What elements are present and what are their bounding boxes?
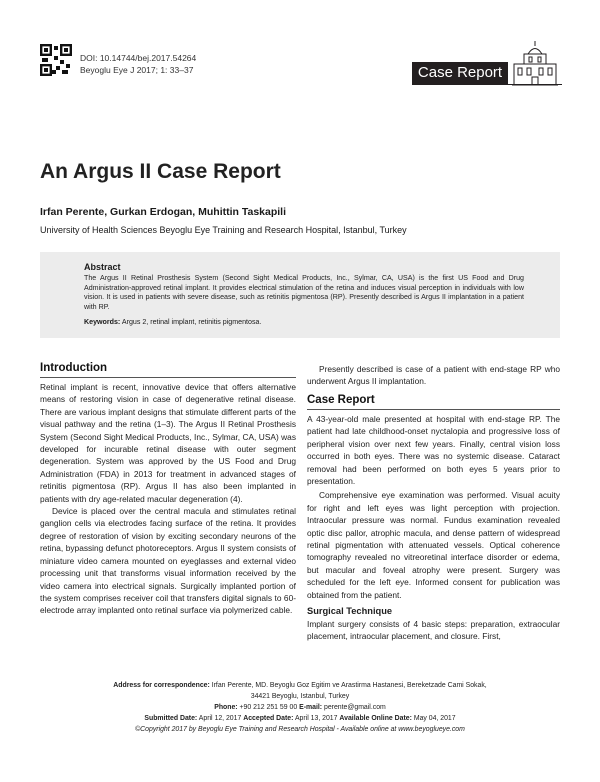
keywords-label: Keywords: [84,318,121,326]
introduction-heading: Introduction [40,362,108,374]
article-type-badge: Case Report [412,62,508,84]
email-label: E-mail: [299,704,323,711]
section-rule [307,409,560,410]
online-label: Available Online Date: [339,715,412,722]
address-line-1: Irfan Perente, MD. Beyoglu Goz Egitim ve Arastirma Hastanesi, Bereketzade Cami Sokak, [211,682,487,689]
keywords-values: Argus 2, retinal implant, retinitis pigmentosa. [121,318,262,326]
copyright: ©Copyright 2017 by Beyoglu Eye Training and Research Hospital - Available online at www.beyoglueye.com [135,726,465,733]
header-rule [412,84,562,85]
introduction-body [40,381,296,617]
article-meta [80,52,196,76]
paragraph: Retinal implant is recent, innovative device that offers alternative means of restoring vision in case of degenerative retinal disease. There are various implant designs that stimulate different parts of the visual pathway and the retina (1–3). The Argus II Retinal Prosthesis System (Second Sight Medical Products, Inc., Sylmar, CA, USA) was developed for incurable retinal disease with outer segment degeneration. System was approved by the US Food and Drug Administration (FDA) in 2013 for treatment in advanced stages of retinitis pigmentosa (RP). Argus II has also been implanted in patients with dry age-related macular degeneration (4). [40,382,296,504]
phone-label: Phone: [214,704,238,711]
journal-citation: Beyoglu Eye J 2017; 1: 33–37 [80,65,194,75]
submitted-label: Submitted Date: [144,715,198,722]
qr-code-icon [40,44,72,76]
paragraph: Presently described is case of a patient with end-stage RP who underwent Argus II implantation. [307,364,560,387]
accepted-label: Accepted Date: [243,715,294,722]
paragraph: Device is placed over the central macula and stimulates retinal ganglion cells via electrodes facing surface of the retina. It provides degree of restoration of vision by exciting secondary neurons of the retina, bypassing defunct photoreceptors. Argus II system consists of miniature video camera mounted on eyeglasses and external video processing unit that transforms visual information received by the video camera into electrical signals. Surgically implanted portion of the system comprises receiver coil that transfers digital signals to 60-electrode array implanted onto retinal surface via polymerized cable. [40,506,296,616]
accepted-date: April 13, 2017 [294,715,338,722]
address-label: Address for correspondence: [113,682,210,689]
author-list: Irfan Perente, Gurkan Erdogan, Muhittin Taskapili [40,206,287,218]
case-report-heading: Case Report [307,394,375,406]
correspondence-footer [40,680,560,735]
paragraph: A 43-year-old male presented at hospital with end-stage RP. The patient had late childhood-onset nyctalopia and progressive loss of peripheral vision over next few years. Finally, central vision loss occurred in both eyes. There was no systemic disease. Cataract removal had been performed on both eyes 5 years prior to presentation. [307,414,560,487]
section-rule [40,377,296,378]
online-date: May 04, 2017 [413,715,456,722]
paragraph: Comprehensive eye examination was performed. Visual acuity for right and left eyes was light perception with projection. Intraocular pressure was normal. Fundus examination revealed optic disc pallor, atrophic macula, and dense pattern of widespread retinal pigmentation with attenuated vessels. Optical coherence tomography revealed no vitreoretinal interface disorder or edema, but macular and foveal atrophy were present. Surgery was scheduled for the left eye. Informed consent for publication was obtained from the patient. [307,490,560,600]
introduction-body-continued [307,363,560,388]
paragraph: Implant surgery consists of 4 basic steps: preparation, extraocular placement, intraocular placement, and closure. First, [307,618,560,641]
doi[interactable]: DOI: 10.14744/bej.2017.54264 [80,53,197,63]
abstract-text: The Argus II Retinal Prosthesis System (Second Sight Medical Products, Inc., Sylmar, CA, USA) is the first US Food and Drug Administration-approved retinal implant. It provides electrical stimulation of the retina and induces visual perception in individuals with low vision. It is used in patients with severe disease, such as retinitis pigmentosa (RP). Presently described is Argus II implantation in a patient with RP. [84,274,524,311]
address-line-2: 34421 Beyoglu, Istanbul, Turkey [250,693,350,700]
hospital-building-logo-icon [510,40,560,86]
abstract-heading: Abstract [84,262,121,272]
case-report-body [307,413,560,642]
surgical-technique-heading: Surgical Technique [307,606,393,617]
phone-number: +90 212 251 59 00 [239,704,298,711]
email-address[interactable]: perente@gmail.com [324,704,386,711]
article-title: An Argus II Case Report [40,160,281,183]
keywords [84,318,524,328]
affiliation: University of Health Sciences Beyoglu Eye Training and Research Hospital, Istanbul, Turkey [40,225,407,235]
submitted-date: April 12, 2017 [198,715,242,722]
